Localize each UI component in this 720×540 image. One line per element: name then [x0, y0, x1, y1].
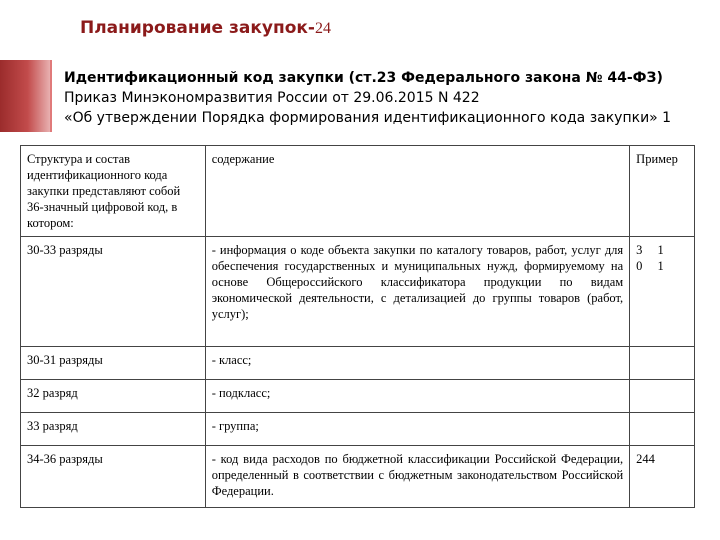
- row-content: - класс;: [205, 347, 629, 380]
- table-row: [21, 237, 695, 347]
- decorative-red-bar: [0, 60, 50, 132]
- header-cell-structure: Структура и состав идентификационного кода закупки представляют собой 36-значный цифровой код, в котором:: [21, 146, 206, 237]
- row-example: 244: [630, 446, 695, 508]
- slide-number: 24: [314, 20, 331, 37]
- header-law-reference: Идентификационный код закупки (ст.23 Федерального закона № 44-ФЗ): [64, 70, 663, 86]
- slide-title-text: Планирование закупок-: [80, 18, 315, 38]
- row-example: 3 1 0 1: [630, 237, 695, 347]
- table-header-row: [21, 146, 695, 237]
- header-cell-content: содержание: [205, 146, 629, 237]
- row-structure: 30-31 разряды: [21, 347, 206, 380]
- header-order-reference: Приказ Минэкономразвития России от 29.06.2015 N 422: [64, 90, 480, 106]
- table-row: [21, 446, 695, 508]
- header-order-title: «Об утверждении Порядка формирования идентификационного кода закупки» 1: [64, 110, 672, 126]
- row-content: - подкласс;: [205, 380, 629, 413]
- row-structure: 34-36 разряды: [21, 446, 206, 508]
- row-example: [630, 380, 695, 413]
- row-structure: 32 разряд: [21, 380, 206, 413]
- row-content: - группа;: [205, 413, 629, 446]
- row-content: - код вида расходов по бюджетной классификации Российской Федерации, определенный в соответствии с бюджетным законодательством Российской Федерации.: [205, 446, 629, 508]
- slide-title: [80, 18, 331, 38]
- row-structure: 33 разряд: [21, 413, 206, 446]
- table-row: [21, 380, 695, 413]
- row-example: [630, 413, 695, 446]
- header-cell-example: Пример: [630, 146, 695, 237]
- row-structure: 30-33 разряды: [21, 237, 206, 347]
- row-example: [630, 347, 695, 380]
- row-content: - информация о коде объекта закупки по каталогу товаров, работ, услуг для обеспечения государственных и муниципальных нужд, формируемому на основе Общероссийского классификатора продукции по видам экономической деятельности, с детализацией до группы товаров (работ, услуг);: [205, 237, 629, 347]
- table-row: [21, 413, 695, 446]
- table-row: [21, 347, 695, 380]
- code-structure-table: [20, 145, 695, 508]
- header-block: [64, 68, 704, 128]
